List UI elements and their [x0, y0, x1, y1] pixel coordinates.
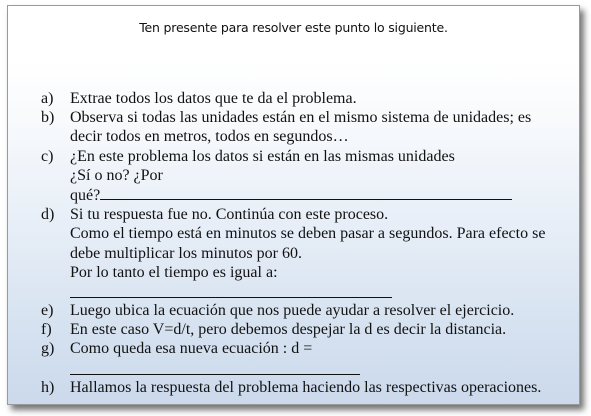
- instruction-list: [41, 89, 566, 397]
- answer-blank-g: [70, 359, 566, 378]
- item-text: Si tu respuesta fue no. Continúa con este proceso.: [70, 206, 389, 224]
- item-text: Por lo tanto el tiempo es igual a:: [70, 263, 278, 281]
- list-marker: f): [41, 321, 52, 339]
- page-heading: Ten presente para resolver este punto lo siguiente.: [139, 20, 448, 35]
- list-item-e: [41, 301, 566, 320]
- list-marker: e): [41, 302, 54, 320]
- document-page: [7, 5, 580, 405]
- list-item-h: [41, 378, 566, 397]
- item-text: ¿En este problema los datos si están en las mismas unidades: [70, 147, 455, 165]
- item-text: decir todos en metros, todos en segundos…: [70, 128, 349, 146]
- list-item-f: [41, 320, 566, 339]
- list-item-b: [41, 108, 566, 146]
- list-marker: a): [41, 90, 54, 107]
- list-item-c: [41, 147, 566, 206]
- item-text: En este caso V=d/t, pero debemos despejar la d es decir la distancia.: [70, 321, 507, 339]
- list-marker: c): [41, 147, 54, 165]
- item-text: Extrae todos los datos que te da el problema.: [70, 90, 357, 107]
- item-text-with-blank: [70, 185, 566, 205]
- list-marker: d): [41, 206, 55, 224]
- list-item-g: [41, 339, 566, 377]
- item-text: ¿Sí o no? ¿Por: [70, 166, 163, 184]
- answer-rule: [70, 374, 360, 375]
- answer-rule: [70, 297, 392, 298]
- item-text: Como el tiempo está en minutos se deben pasar a segundos. Para efecto se: [70, 225, 546, 243]
- answer-blank-d: [70, 282, 566, 301]
- list-marker: h): [41, 378, 55, 396]
- list-marker: b): [41, 109, 55, 127]
- item-text: Observa si todas las unidades están en el mismo sistema de unidades; es: [70, 109, 532, 127]
- item-text: Luego ubica la ecuación que nos puede ayudar a resolver el ejercicio.: [70, 302, 515, 320]
- answer-blank-c: [100, 185, 512, 200]
- list-marker: g): [41, 340, 55, 358]
- item-text: qué?: [70, 187, 101, 205]
- list-item-a: [41, 89, 566, 108]
- item-text: debe multiplicar los minutos por 60.: [70, 244, 302, 262]
- item-text: Hallamos la respuesta del problema haciendo las respectivas operaciones.: [70, 378, 542, 396]
- list-item-d: [41, 205, 566, 301]
- item-text: Como queda esa nueva ecuación : d =: [70, 340, 313, 358]
